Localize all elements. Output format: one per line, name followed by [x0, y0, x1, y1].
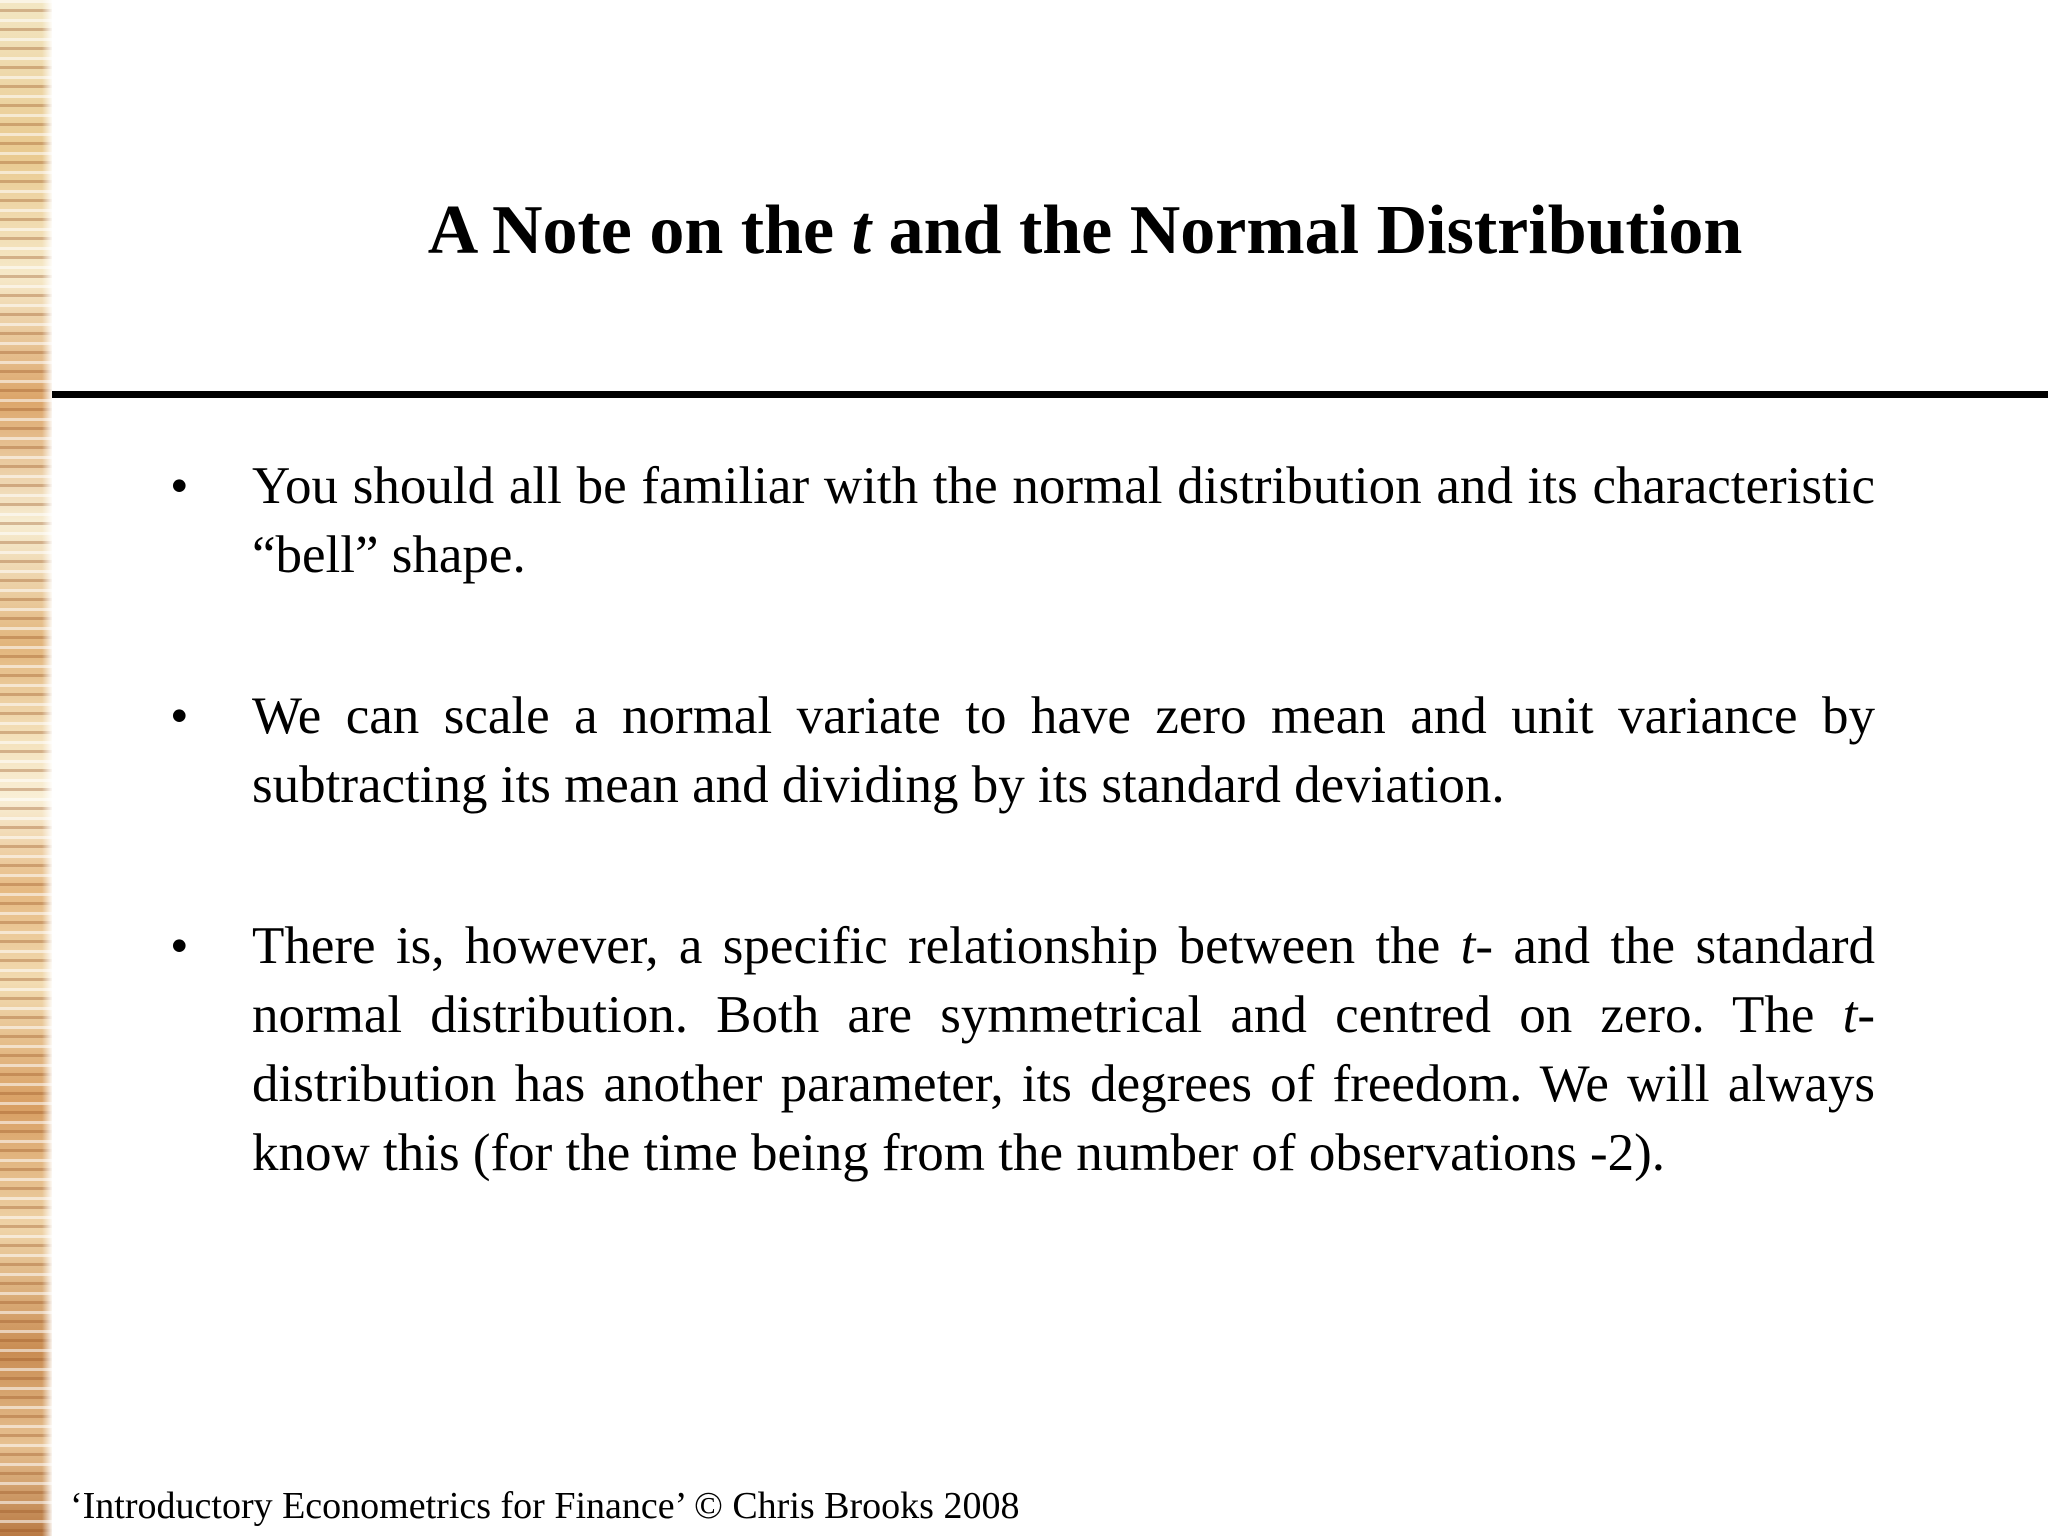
bullet-text: We can scale a normal variate to have zero mean and unit variance by subtracting its mean and dividing by its standard deviation.	[252, 687, 1875, 814]
title-part-2: and the Normal Distribution	[871, 192, 1743, 269]
bullet-text-italic-t: t	[1842, 986, 1858, 1044]
title-italic-t: t	[851, 192, 872, 269]
title-part-1: A Note on the	[427, 192, 852, 269]
decorative-side-strip	[0, 0, 52, 1536]
bullet-list	[170, 452, 1875, 1280]
slide-title	[52, 192, 2048, 269]
footer-copyright: ‘Introductory Econometrics for Finance’ © Chris Brooks 2008	[70, 1485, 1020, 1527]
title-divider	[52, 391, 2048, 398]
bullet-text	[252, 917, 1875, 1182]
bullet-text-segment: - and the standard normal distribution. Both are symmetrical and centred on zero. The	[252, 917, 1875, 1044]
bullet-item-1	[170, 452, 1875, 590]
bullet-marker: •	[170, 917, 189, 975]
bullet-text-segment: There is, however, a specific relationship between the	[252, 917, 1461, 975]
bullet-text-segment: -distribution has another parameter, its degrees of freedom. We will always know this (for the time being from the number of observations -2).	[252, 986, 1875, 1182]
bullet-item-2	[170, 682, 1875, 820]
bullet-marker: •	[170, 687, 189, 745]
bullet-item-3	[170, 912, 1875, 1188]
bullet-marker: •	[170, 457, 189, 515]
bullet-text: You should all be familiar with the normal distribution and its characteristic “bell” shape.	[252, 457, 1875, 584]
bullet-text-italic-t: t	[1460, 917, 1476, 975]
